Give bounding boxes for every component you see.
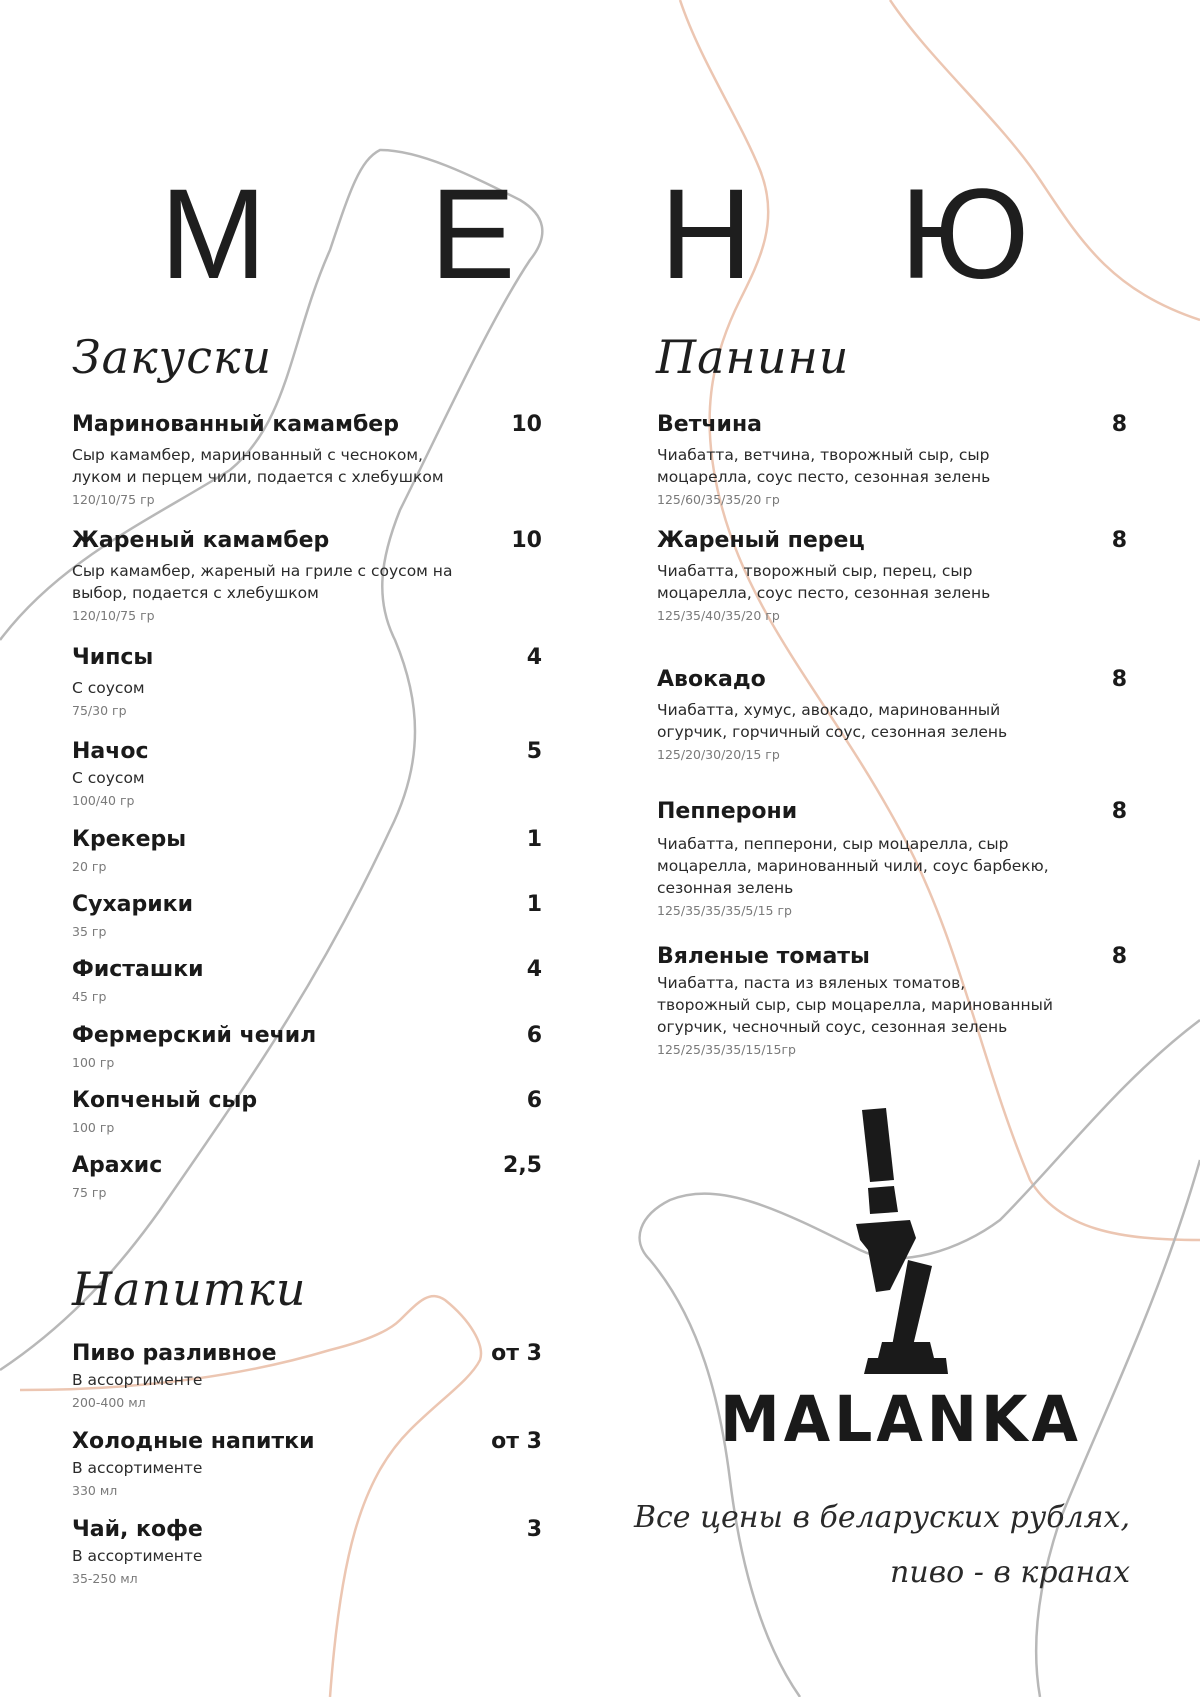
- item-description: В ассортименте: [72, 1547, 203, 1565]
- item-description: С соусом: [72, 679, 145, 697]
- item-name: Арахис: [72, 1153, 163, 1178]
- menu-item-chechil: [72, 1021, 542, 1073]
- menu-item-peanuts: [72, 1151, 542, 1203]
- item-weight: 125/60/35/35/20 гр: [657, 492, 780, 507]
- item-price: 6: [526, 1088, 542, 1113]
- item-price: 8: [1111, 412, 1127, 437]
- title-letter: Н: [660, 163, 753, 306]
- menu-item-pistachios: [72, 955, 542, 1007]
- menu-item-tea-coffee: [72, 1515, 542, 1589]
- item-price: 8: [1111, 799, 1127, 824]
- item-description: Чиабатта, хумус, авокадо, маринованный огурчик, горчичный соус, сезонная зелень: [657, 701, 1008, 741]
- item-name: Вяленые томаты: [657, 944, 870, 969]
- item-name: Авокадо: [657, 667, 766, 692]
- menu-title: [0, 160, 1200, 310]
- panini-heading: Панини: [656, 330, 850, 384]
- menu-item-chips: [72, 643, 542, 721]
- item-weight: 20 гр: [72, 859, 107, 874]
- item-name: Ветчина: [657, 412, 763, 437]
- item-weight: 100 гр: [72, 1120, 115, 1135]
- item-price: 3: [526, 1517, 542, 1542]
- item-weight: 120/10/75 гр: [72, 492, 155, 507]
- item-description: В ассортименте: [72, 1459, 203, 1477]
- item-description: Чиабатта, творожный сыр, перец, сыр моцарелла, соус песто, сезонная зелень: [657, 562, 991, 602]
- item-weight: 45 гр: [72, 989, 107, 1004]
- item-price: 8: [1111, 667, 1127, 692]
- item-name: Начос: [72, 739, 149, 764]
- menu-item-avocado: [657, 665, 1127, 765]
- item-price: 6: [526, 1023, 542, 1048]
- item-weight: 125/35/35/35/5/15 гр: [657, 903, 792, 918]
- item-weight: 120/10/75 гр: [72, 608, 155, 623]
- item-name: Фермерский чечил: [72, 1023, 317, 1048]
- item-price: 1: [526, 827, 542, 852]
- item-price: 10: [511, 412, 542, 437]
- item-weight: 35 гр: [72, 924, 107, 939]
- menu-item-roasted-pepper: [657, 526, 1127, 626]
- item-price: 4: [526, 645, 542, 670]
- item-price: 2,5: [503, 1153, 542, 1178]
- item-weight: 200-400 мл: [72, 1395, 146, 1410]
- brand-name: MALANKA: [720, 1383, 1082, 1457]
- item-price: 4: [526, 957, 542, 982]
- item-name: Жареный камамбер: [72, 528, 330, 553]
- item-weight: 330 мл: [72, 1483, 118, 1498]
- menu-item-fried-camembert: [72, 526, 542, 626]
- item-name: Копченый сыр: [72, 1088, 258, 1113]
- item-name: Чипсы: [72, 645, 154, 670]
- item-description: Сыр камамбер, жареный на гриле с соусом на выбор, подается с хлебушком: [72, 562, 453, 602]
- menu-item-croutons: [72, 890, 542, 942]
- item-price: от 3: [491, 1341, 542, 1366]
- item-name: Пепперони: [657, 799, 798, 824]
- price-note-line-2: пиво - в кранах: [890, 1555, 1130, 1590]
- item-name: Чай, кофе: [72, 1517, 203, 1542]
- price-note-line-1: Все цены в беларуских рублях,: [633, 1500, 1130, 1535]
- title-letter: Е: [430, 163, 516, 306]
- item-price: 8: [1111, 944, 1127, 969]
- item-weight: 75 гр: [72, 1185, 107, 1200]
- item-weight: 35-250 мл: [72, 1571, 138, 1586]
- item-name: Сухарики: [72, 892, 194, 917]
- item-weight: 100 гр: [72, 1055, 115, 1070]
- item-description: Сыр камамбер, маринованный с чесноком, луком и перцем чили, подается с хлебушком: [72, 446, 444, 486]
- item-description: С соусом: [72, 769, 145, 787]
- item-price: 1: [526, 892, 542, 917]
- menu-item-cold-drinks: [72, 1427, 542, 1501]
- item-weight: 75/30 гр: [72, 703, 127, 718]
- item-description: Чиабатта, пепперони, сыр моцарелла, сыр моцарелла, маринованный чили, соус барбекю, сезонная зелень: [657, 835, 1049, 897]
- item-price: 10: [511, 528, 542, 553]
- menu-item-smoked-cheese: [72, 1086, 542, 1138]
- item-weight: 125/35/40/35/20 гр: [657, 608, 780, 623]
- item-weight: 125/20/30/20/15 гр: [657, 747, 780, 762]
- menu-item-pepperoni: [657, 797, 1127, 921]
- drinks-heading: Напитки: [72, 1262, 307, 1316]
- item-name: Фисташки: [72, 957, 204, 982]
- title-letter: М: [160, 163, 267, 306]
- item-name: Пиво разливное: [72, 1341, 277, 1366]
- menu-item-marinated-camembert: [72, 410, 542, 510]
- menu-item-ham: [657, 410, 1127, 510]
- item-price: 5: [526, 739, 542, 764]
- item-weight: 100/40 гр: [72, 793, 135, 808]
- item-name: Холодные напитки: [72, 1429, 315, 1454]
- snacks-heading: Закуски: [72, 330, 273, 384]
- menu-item-crackers: [72, 825, 542, 877]
- title-letter: Ю: [900, 163, 1030, 306]
- item-price: 8: [1111, 528, 1127, 553]
- menu-item-nachos: [72, 737, 542, 811]
- item-weight: 125/25/35/35/15/15гр: [657, 1042, 796, 1057]
- item-price: от 3: [491, 1429, 542, 1454]
- item-name: Жареный перец: [657, 528, 865, 553]
- item-description: Чиабатта, паста из вяленых томатов, творожный сыр, сыр моцарелла, маринованный огурчик, чесночный соус, сезонная зелень: [657, 974, 1053, 1036]
- item-name: Маринованный камамбер: [72, 412, 399, 437]
- menu-item-sun-dried-tomatoes: [657, 942, 1127, 1060]
- menu-item-draft-beer: [72, 1339, 542, 1413]
- item-name: Крекеры: [72, 827, 187, 852]
- item-description: В ассортименте: [72, 1371, 203, 1389]
- item-description: Чиабатта, ветчина, творожный сыр, сыр моцарелла, соус песто, сезонная зелень: [657, 446, 991, 486]
